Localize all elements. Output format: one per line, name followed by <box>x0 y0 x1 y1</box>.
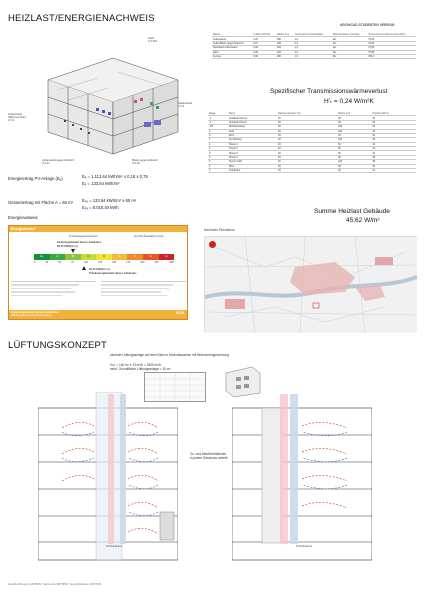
end-marker <box>71 249 75 253</box>
table-row: Außenfläche gegen Erdreich 0,21 190 0,6 ΔU 23,94 <box>212 41 416 45</box>
certificate-bottom-bar: Endenergiebedarf dieses Gebäudes (Pflichtangabe in Immobilienanzeigen) 68,45 <box>9 310 187 319</box>
pv-label: Energieertrag PV-Anlage (Eₑ) <box>8 176 63 181</box>
energy-certificate <box>8 225 188 320</box>
label-aussenwand-erdreich: Außenwand gegen Erdreich U 0,21 <box>42 159 75 166</box>
ausweis-notes-left <box>11 281 96 307</box>
map-title: Nachweis Fernwärme <box>204 228 235 232</box>
area-equation-1: Eₚᵥ = 133,64 kWh/m² x 60 m² <box>82 198 137 203</box>
ventilation-note-line2: mind. Grundfläche Lüftungsanlage = 15 m² <box>110 367 171 371</box>
table-row: -1 Umkleide Damen 20 38 25 <box>208 116 416 120</box>
heizlast-title: Summe Heizlast Gebäude <box>314 208 390 215</box>
table-row: 3 Hostel 3 20 50 31 <box>208 151 416 155</box>
table-row: 1 Co-Working 20 160 28 <box>208 138 416 142</box>
table-row: Dach 0,09 420 1,0 ΔU 37,80 <box>212 50 416 54</box>
city-logo-icon <box>209 241 216 248</box>
pv-equation-2: Eₑ = 133,64 kWh/m² <box>82 181 120 186</box>
ausweis-notes-right <box>101 281 186 307</box>
table-row: -1 Umkleide Herren 20 38 25 <box>208 120 416 124</box>
tech-room-left: Technikräume <box>106 545 123 548</box>
page-title: HEIZLAST/ENERGIENACHWEIS <box>8 13 155 24</box>
area-label: Gesamtertrag mit Fläche A = 60 m² <box>8 200 74 205</box>
label-dach: Dach U 0,091 <box>148 37 158 44</box>
table-row: -1/0 Wettkampfsteg 20 240 26 <box>208 125 416 129</box>
footer-credits: Hendrik Rittmeyer (4876566) | Sabine Ho (4879853) | Georgi Zlatanov (4876529) <box>8 583 102 586</box>
transmission-value: H’ₜ = 0,24 W/m²K <box>324 98 374 105</box>
certificate-title: Energiebedarf <box>9 226 187 232</box>
component-table: Bauteil U-Wert (W/m²K) Fläche (m²) Temperatur-Korrekturfaktor Wärmebrücken-zuschlag Transmissions-wärmeverlust (W/K) Außenwand 0,20 380 1,0 ΔU 76,00 Außenfläche gegen Erdreich 0,21 190 0,6 ΔU 23,94 Flachdach Außenwand 0,09 420 1,0 ΔU 37,80 Dach 0,09 420 1,0 ΔU 37,80 Fenster 0,90 280 1,0 ΔU 252,0 <box>212 33 416 59</box>
table-row: Fenster 0,90 280 1,0 ΔU 252,0 <box>212 54 416 58</box>
section-title-lueftung: LÜFTUNGSKONZEPT <box>8 340 108 351</box>
district-heating-map <box>204 236 416 332</box>
label-boden-erdreich: Boden gegen Erdreich U 0,25 <box>132 159 158 166</box>
table-row: 0 Café 20 180 40 <box>208 129 416 133</box>
efficiency-scale: A+ A B C D E F G H <box>34 254 174 260</box>
label-aussenwand-left: Außenwand (Wärmeschutz) U 0,2 <box>8 113 26 123</box>
room-heatload-table: Etage Raum Raumtemperatur (°C) Fläche (m²) Heizlast (W/m²) -1 Umkleide Damen 20 38 25 -1 Umkleide Herren 20 38 25 -1/0 Wettkampfsteg 20 240 26 0 Café 20 180 40 0 WCs 20 30 52 1 Co-Working 20 160 28 2 Hostel 1 20 50 31 2 Hostel 2 20 50 31 3 Hostel 3 20 50 31 3 Hostel 4 20 40 38 4 Sportv./Café 20 220 38 4 WCs 20 30 50 4 Umkleiden 20 40 41 <box>208 112 416 173</box>
building-axonometry <box>38 50 186 160</box>
ventilation-note-title: zentrale Lüftungsanlage auf dem Dach in Modulbauweise mit Wärmerückgewinnung <box>110 353 229 357</box>
endenergie-value: 68,45 kWh/(m²·a) <box>57 245 78 248</box>
table-row: 0 WCs 20 30 52 <box>208 133 416 137</box>
tech-room-right: Technikräume <box>296 545 313 548</box>
table-row: 2 Hostel 2 20 50 31 <box>208 147 416 151</box>
table-row: Flachdach Außenwand 0,09 420 1,0 ΔU 37,80 <box>212 46 416 50</box>
primaer-value: 93,76 kWh/(m²·a) <box>89 268 110 271</box>
table-row: 2 Hostel 1 20 50 31 <box>208 142 416 146</box>
pv-equation-1: Eₑ = 1.113,64 kWh/m² x 0,16 x 0,75 <box>82 174 148 179</box>
section-drawing-left <box>38 392 178 562</box>
endenergie-label: Endenergiebedarf dieses Gebäudes <box>57 241 102 244</box>
label-aussenwand-right: Außenwand U 0,2 <box>178 102 192 109</box>
table-row: 4 Umkleiden 20 40 41 <box>208 168 416 172</box>
table-row: 4 WCs 20 30 50 <box>208 164 416 168</box>
table-row: 3 Hostel 4 20 40 38 <box>208 155 416 159</box>
section-drawing-right <box>232 392 372 562</box>
co2-label: Treibhausgasemissionen <box>69 235 98 238</box>
table-row: Außenwand 0,20 380 1,0 ΔU 76,00 <box>212 37 416 41</box>
fan-note: Zu- und Abluftventilatoren in jedem Geschoss verteilt <box>190 452 228 460</box>
scale-ticks: 0 25 50 75 100 125 150 175 200 225 >250 <box>34 261 174 264</box>
ausweis-label: Energieausweis <box>8 215 38 220</box>
ventilation-note-line1: Vol. = 140 m³ x 13 m³/h = 1820 m³/h <box>110 363 162 367</box>
primary-marker <box>82 266 86 270</box>
heizlast-value: 45,62 W/m² <box>346 217 380 224</box>
primaer-label: Primärenergiebedarf dieses Gebäudes <box>89 272 137 275</box>
area-equation-2: Eₚᵥ = 8.018,40 kWh <box>82 205 119 210</box>
table-row: 4 Sportv./Café 20 220 38 <box>208 160 416 164</box>
co2-unit: kg CO2-Äquivalent /(m²a) <box>134 235 164 238</box>
edition-label: ARCHICAD STUDENTEN VERSION <box>340 23 395 27</box>
transmission-title: Spezifischer Transmissionswärmeverlust <box>270 88 388 95</box>
